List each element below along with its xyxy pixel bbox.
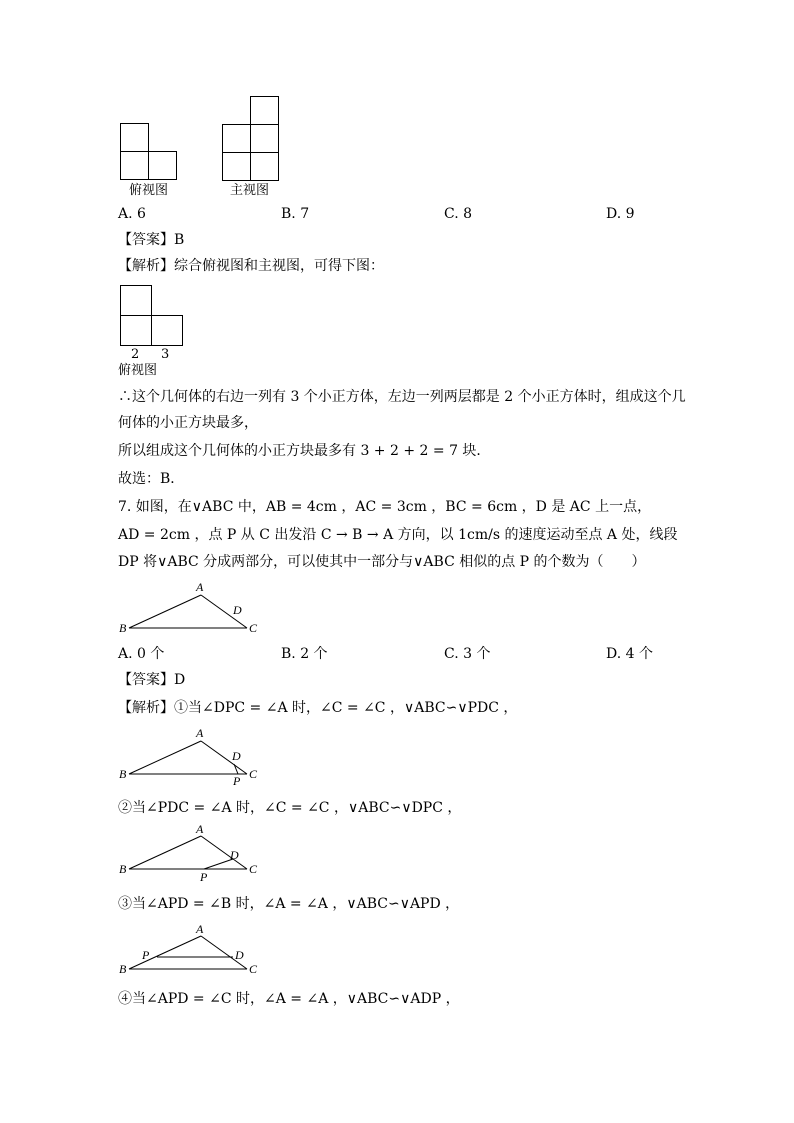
q7-option-c: C. 3 个 [444,646,491,662]
q6-analysis: 【解析】综合俯视图和主视图，可得下图： [118,258,384,274]
q7-triangle-figure [112,578,272,636]
top-view-figure [118,120,180,182]
q6-choice: 故选：B． [118,471,185,487]
q7-stem-line-2: AD = 2cm ，点 P 从 C 出发沿 C → B → A 方向，以 1cm/s 的速度运动至点 A 处，线段 [118,527,678,543]
q7-case-1: 【解析】①当∠DPC = ∠A 时，∠C = ∠C ，∨ABC∽∨PDC ， [118,700,518,716]
svg-text:D: D [230,848,239,862]
q6-option-d: D. 9 [606,206,635,222]
vertex-b-label: B [119,621,127,635]
svg-text:A: A [196,823,204,836]
svg-text:A: A [196,726,204,740]
q6-option-c: C. 8 [444,206,473,222]
right-column-count: 3 [161,347,170,362]
case-1-figure [112,724,272,786]
q7-case-4: ④当∠APD = ∠C 时，∠A = ∠A ，∨ABC∽∨ADP ， [118,991,460,1007]
front-view-caption: 主视图 [230,183,270,198]
q7-stem-line-1: 7. 如图，在∨ABC 中，AB = 4cm ，AC = 3cm ，BC = 6cm ，D 是 AC 上一点， [118,499,652,515]
q7-answer: 【答案】D [118,672,186,688]
q6-option-b: B. 7 [281,206,310,222]
q7-case-3: ③当∠APD = ∠B 时，∠A = ∠A ，∨ABC∽∨APD ， [118,896,460,912]
svg-text:P: P [142,948,150,962]
q7-option-a: A. 0 个 [118,646,165,662]
case-3-figure [112,920,272,978]
q6-option-a: A. 6 [118,206,146,222]
q6-conclusion-line-2: 何体的小正方块最多， [118,415,258,431]
svg-text:C: C [249,767,258,781]
q7-case-2: ②当∠PDC = ∠A 时，∠C = ∠C ，∨ABC∽∨DPC ， [118,800,462,816]
q6-conclusion-line-1: ∴这个几何体的右边一列有 3 个小正方体，左边一列两层都是 2 个小正方体时，组成这个几 [118,389,686,405]
svg-text:B: B [119,862,127,876]
vertex-c-label: C [249,621,258,635]
q7-option-d: D. 4 个 [606,646,653,662]
svg-text:D: D [235,948,244,962]
front-view-figure [220,94,282,184]
q7-option-b: B. 2 个 [281,646,328,662]
svg-text:P: P [233,774,241,786]
combined-view-caption: 俯视图 [118,363,158,378]
q7-stem-line-3: DP 将∨ABC 分成两部分，可以使其中一部分与∨ABC 相似的点 P 的个数为（ ） [118,554,646,570]
top-view-caption: 俯视图 [129,183,169,198]
case-2-figure [112,823,272,885]
point-d-label: D [233,603,242,617]
svg-text:A: A [196,922,204,936]
svg-text:P: P [200,870,208,884]
svg-text:D: D [232,749,241,763]
left-column-count: 2 [131,347,140,362]
q6-conclusion-line-3: 所以组成这个几何体的小正方块最多有 3 + 2 + 2 = 7 块． [118,443,491,459]
svg-text:B: B [119,767,127,781]
q6-answer: 【答案】B [118,232,185,248]
combined-top-view-figure [118,283,186,347]
vertex-a-label: A [196,580,204,594]
svg-text:B: B [119,962,127,976]
svg-text:C: C [249,962,258,976]
svg-text:C: C [249,862,258,876]
